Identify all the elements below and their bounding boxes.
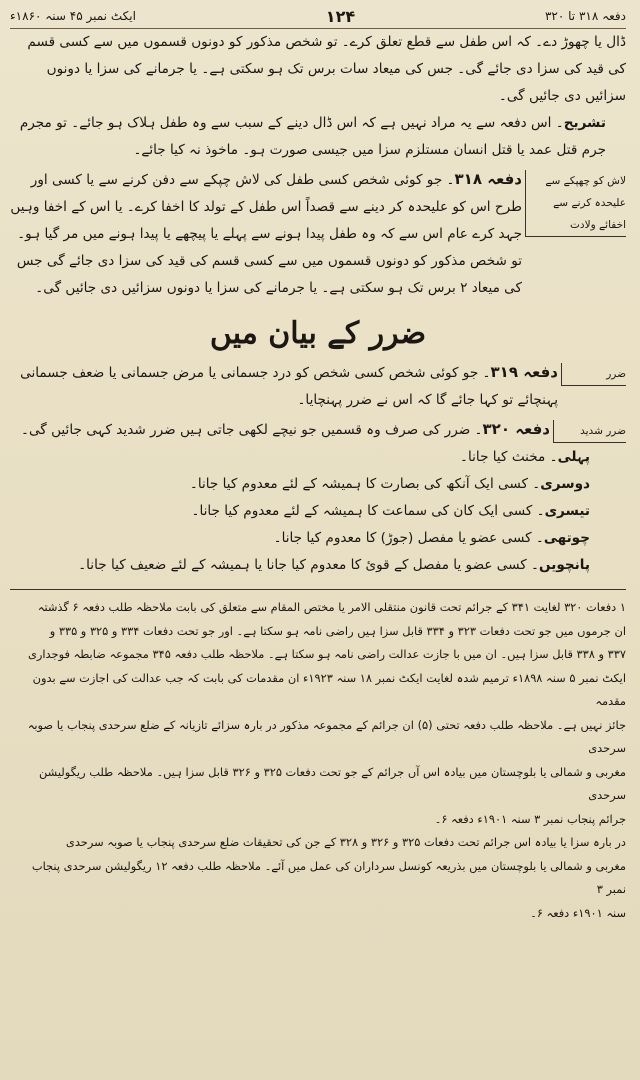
- list-item-number: پانچویں: [539, 557, 590, 573]
- list-item-number: دوسری: [540, 476, 590, 492]
- list-item: [10, 471, 590, 498]
- footnote-line: ۱ دفعات ۳۲۰ لغایت ۳۴۱ کے جرائم تحت قانون منتقلی الامر یا مختص المقام سے متعلق کی بابت ملاحظہ طلب دفعہ ۶ گذشتہ: [37, 600, 626, 614]
- section-319-body: ۔ جو کوئی شخص کسی شخص کو درد جسمانی یا مرض جسمانی یا ضعف جسمانی پہنچائے تو کہا جائے گا کہ اس نے ضرر پہنچایا۔: [20, 365, 558, 408]
- footnote-line: ان جرموں میں جو تحت دفعات ۳۲۳ و ۳۳۴ قابل سزا ہیں راضی نامہ ہو سکتا ہے۔ اور جو تحت دفعات ۳۳۴ و ۳۲۵ و ۳۳۵ و: [49, 623, 626, 638]
- section-320-label: دفعہ ۳۲۰: [482, 420, 550, 438]
- list-item: [10, 498, 590, 525]
- explanation-label: تشریح: [563, 115, 606, 131]
- footnote-divider: [10, 589, 626, 590]
- section-318: [10, 166, 626, 302]
- list-item-number: چوتھی: [543, 530, 590, 546]
- section-319: [10, 359, 626, 414]
- header-section-range: دفعہ ۳۱۸ تا ۳۲۰: [544, 9, 626, 23]
- section-320: [10, 416, 626, 444]
- section-318-body: ۔ جو کوئی شخص کسی طفل کی لاش چپکے سے دفن کرنے سے یا کسی اور طرح اس کو علیحدہ کر دینے سے قصداً اس طفل کے تولد کا اخفا کرے۔ یا اس کے اخفا وہیں جہد کرے عام اس سے کہ وہ طفل پیدا ہونے سے پہلے یا پیچھے یا پیدا ہونے میں مر گیا ہو۔ تو شخص مذکور کو دونوں قسموں میں سے کسی قسم کی قید کی سزا دی جائے گی جس کی میعاد ۲ برس تک ہو سکتی ہے۔ یا جرمانے کی سزا یا دونوں سزائیں دی جائیں گی۔: [10, 172, 522, 296]
- section-319-text: [10, 359, 626, 414]
- section-320-body: ۔ ضرر کی صرف وہ قسمیں جو نیچے لکھی جاتی ہیں ضرر شدید کہی جائیں گی۔: [21, 422, 483, 438]
- list-item-text: ۔ کسی عضو یا مفصل کے قوئ کا معدوم کیا جانا یا ہمیشہ کے لئے ضعیف کیا جانا۔: [78, 557, 540, 573]
- footnote-line: در بارہ سزا یا بیادہ اس جرائم تحت دفعات ۳۲۵ و ۳۲۶ و ۳۲۸ کے جن کی تحقیقات ضلع سرحدی پنجاب یا صوبہ سرحدی: [65, 835, 626, 849]
- chapter-heading: ضرر کے بیان میں: [209, 316, 427, 351]
- section-319-label: دفعہ ۳۱۹: [490, 363, 558, 381]
- list-item-text: ۔ کسی عضو یا مفصل (جوڑ) کا معدوم کیا جانا۔: [273, 530, 544, 546]
- footnote-line: جائز نہیں ہے۔ ملاحظہ طلب دفعہ تحتی (۵) ان جرائم کے مجموعہ مذکور در بارہ سزائے تازیانہ کے ضلع سرحدی پنجاب یا صوبہ سرحدی: [27, 717, 626, 755]
- footnotes: [10, 596, 626, 925]
- list-item-text: ۔ مخنث کیا جانا۔: [460, 449, 558, 465]
- section-318-label: دفعہ ۳۱۸: [454, 170, 522, 188]
- section-320-text: [10, 416, 626, 444]
- paragraph-continued: ڈال یا چھوڑ دے۔ کہ اس طفل سے قطع تعلق کرے۔ تو شخص مذکور کو دونوں قسموں میں سے کسی قسم کی قید کی سزا دی جائے گی۔ جس کی میعاد سات برس تک ہو سکتی ہے۔ یا جرمانے کی سزا یا دونوں سزائیں دی جائیں گی۔: [27, 34, 626, 104]
- page-header: [10, 4, 626, 29]
- list-item: [10, 525, 590, 552]
- footnote-line: سنہ ۱۹۰۱ء دفعہ ۶۔: [530, 905, 626, 920]
- section-318-margin-note: لاش کو چھپکے سے علیحدہ کرنے سے اخفائے ولادت: [525, 170, 626, 237]
- footnote-line: جرائم پنجاب نمبر ۳ سنہ ۱۹۰۱ء دفعہ ۶۔: [434, 811, 626, 826]
- list-item-number: پہلی: [557, 449, 590, 465]
- section-319-margin-note: ضرر: [561, 363, 626, 386]
- header-act-title: ایکٹ نمبر ۴۵ سنہ ۱۸۶۰ء: [10, 9, 136, 23]
- footnote-line: مغربی و شمالی یا بلوچستان میں بیادہ اس آں جرائم کے جو تحت دفعات ۳۲۵ و ۳۲۶ قابل سزا ہیں۔ ملاحظہ طلب ریگولیشن سرحدی: [39, 764, 626, 802]
- page-number: ۱۲۴: [325, 6, 356, 26]
- list-item-text: ۔ کسی ایک آنکھ کی بصارت کا ہمیشہ کے لئے معدوم کیا جانا۔: [189, 476, 541, 492]
- explanation-paragraph: [10, 110, 626, 164]
- grievous-hurt-list: [10, 444, 626, 579]
- list-item-text: ۔ کسی ایک کان کی سماعت کا ہمیشہ کے لئے معدوم کیا جانا۔: [191, 503, 545, 519]
- list-item: [10, 552, 590, 579]
- explanation-text: ۔ اس دفعہ سے یہ مراد نہیں ہے کہ اس ڈال دینے کے سبب سے وہ طفل ہلاک ہو جائے۔ تو مجرم جرم قتل عمد یا قتل انسان مستلزم سزا میں جیسی صورت ہو۔ ماخوذ نہ کیا جائے۔: [19, 115, 606, 158]
- list-item-number: تیسری: [544, 503, 590, 519]
- footnote-line: ۳۳۷ و ۳۳۸ قابل سزا ہیں۔ ان میں با جازت عدالت راضی نامہ ہو سکتا ہے۔ ملاحظہ طلب دفعہ ۳۴۵ مجموعہ ضابطہ فوجداری: [27, 647, 626, 661]
- section-320-margin-note: ضرر شدید: [553, 420, 626, 443]
- list-item: [10, 444, 590, 471]
- footnote-line: مغربی و شمالی یا بلوچستان میں بذریعہ کونسل سرداران کی عمل میں آئے۔ ملاحظہ طلب دفعہ ۱۲ ریگولیشن سرحدی پنجاب نمبر ۳: [31, 858, 626, 896]
- footnote-line: ایکٹ نمبر ۵ سنہ ۱۸۹۸ء ترمیم شدہ لغایت ایکٹ نمبر ۱۸ سنہ ۱۹۲۳ء ان مقدمات کی بابت کہ جب عدالت کی اجازت سے بدون مقدمہ: [32, 670, 626, 708]
